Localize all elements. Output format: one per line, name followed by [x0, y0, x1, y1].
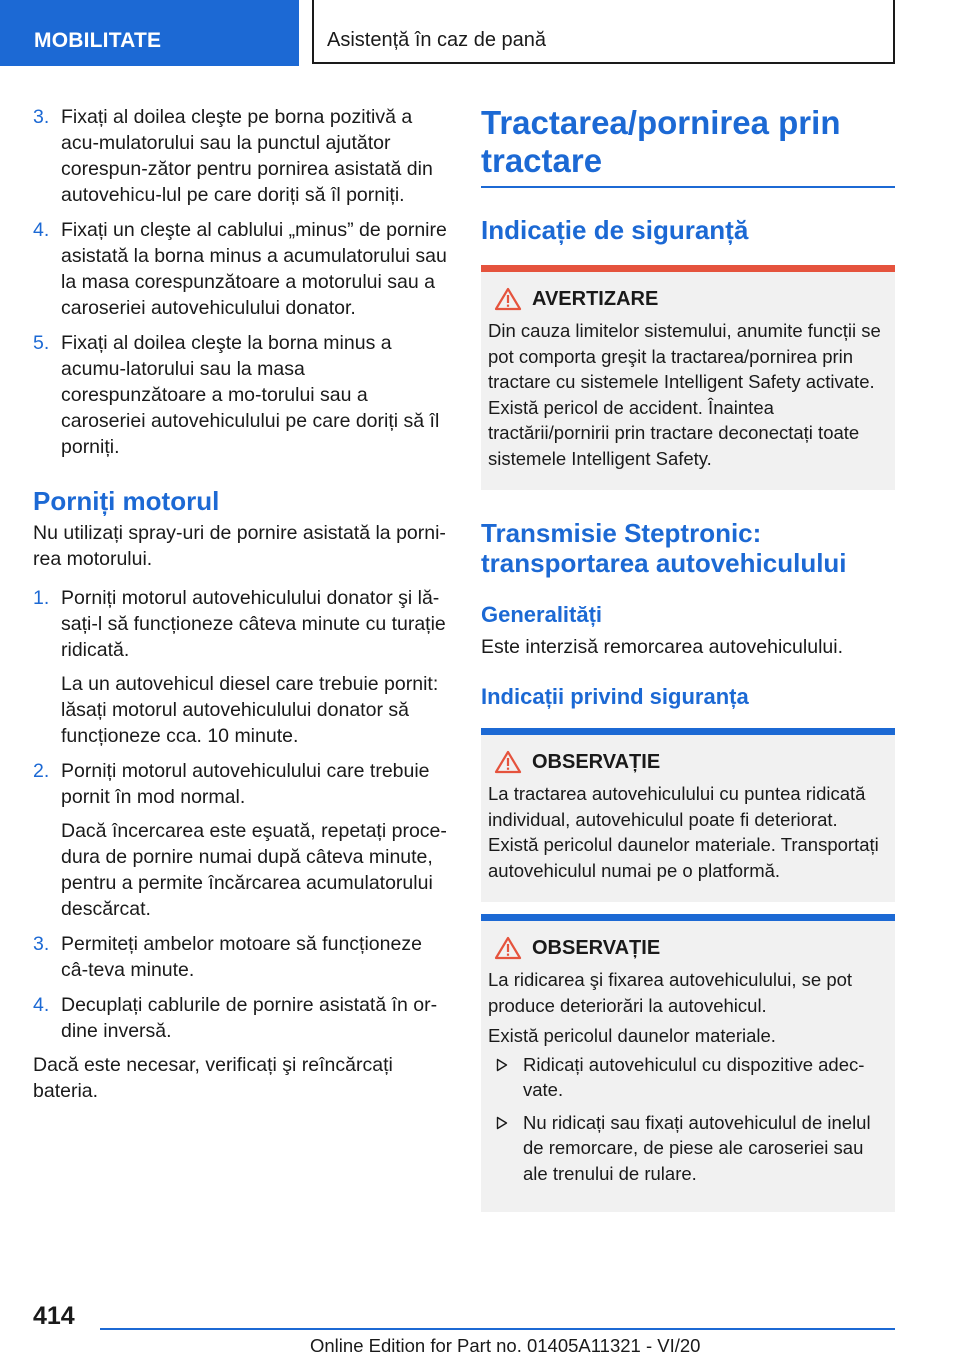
- notice-bar: [481, 728, 895, 735]
- general-text: Este interzisă remorcarea autovehiculului.: [481, 636, 844, 658]
- step-text: Fixați al doilea cleşte la borna minus a acumu-latorului sau la masa corespunzătoare a mo-torului sau a caroseriei autovehiculului pe care doriți să îl porniți.: [61, 332, 440, 458]
- notice-label: OBSERVAȚIE: [532, 750, 661, 773]
- notice-header: [494, 935, 888, 961]
- title-rule: [481, 186, 895, 188]
- notice-text: La tractarea autovehiculului cu puntea ridicată individual, autovehiculul poate fi deteriorat. Există pericolul daunelor materiale. Transportați autovehiculul numai pe o platformă.: [488, 783, 879, 881]
- step-item: [33, 104, 448, 208]
- notice-header: [494, 749, 888, 775]
- step-number: 1.: [33, 587, 50, 609]
- warning-triangle-icon: [494, 750, 522, 774]
- step-text: Dacă încercarea este eşuată, repetați proce-dura de pornire numai după câteva minute, pentru a permite încărcarea acumulatorului descărcat.: [61, 820, 447, 920]
- chapter-title: Asistență în caz de pană: [312, 0, 895, 64]
- step-number: 2.: [33, 760, 50, 782]
- warning-label: AVERTIZARE: [532, 287, 659, 310]
- main-title: Tractarea/pornirea prin tractare: [481, 104, 841, 179]
- step-number: 3.: [33, 106, 50, 128]
- notice-text: Există pericolul daunelor materiale.: [488, 1025, 776, 1046]
- step-item: [33, 330, 448, 460]
- notice-label: OBSERVAȚIE: [532, 936, 661, 959]
- start-engine-intro: Nu utilizați spray-uri de pornire asistată la porni-rea motorului.: [33, 522, 446, 570]
- general-heading: Generalități: [481, 602, 603, 627]
- step-number: 3.: [33, 933, 50, 955]
- step-text: Fixați al doilea cleşte pe borna pozitivă a acu-mulatorului sau la punctul ajutător corespun-zător pentru pornirea asistată din autovehicu-lul pe care doriți să îl porniți.: [61, 106, 433, 206]
- bullet-item: [488, 1110, 888, 1187]
- start-engine-heading: Porniți motorul: [33, 486, 220, 516]
- notice-bar: [481, 914, 895, 921]
- left-column: [33, 104, 448, 1104]
- step-item: [33, 992, 448, 1044]
- step-text: Porniți motorul autovehiculului care trebuie pornit în mod normal.: [61, 760, 430, 808]
- closing-text: Dacă este necesar, verificați şi reîncărcați bateria.: [33, 1054, 393, 1102]
- warning-text: Din cauza limitelor sistemului, anumite funcții se pot comporta greşit la tractarea/pornirea prin tractare cu sistemele Intelligent Safety activate. Există pericol de accident. Înaintea tractării/pornirii prin tractare deconectați toate sistemele Intelligent Safety.: [488, 320, 881, 469]
- step-text: Fixați un cleşte al cablului „minus” de pornire asistată la borna minus a acumulatorului sau la masa corespunzătoare a motorului sau a caroseriei autovehiculului donator.: [61, 219, 447, 319]
- notice-box-2: [481, 914, 895, 1212]
- bullet-text: Ridicați autovehiculul cu dispozitive adec-vate.: [523, 1053, 865, 1100]
- right-column: [481, 104, 895, 1212]
- step-item: [33, 931, 448, 983]
- bullet-text: Nu ridicați sau fixați autovehiculul de inelul de remorcare, de piese ale caroseriei sau ale trenului de rulare.: [523, 1111, 871, 1184]
- warning-triangle-icon: [494, 287, 522, 311]
- warning-box: [481, 265, 895, 490]
- warning-triangle-icon: [494, 936, 522, 960]
- safety-heading: Indicație de siguranță: [481, 215, 749, 245]
- triangle-bullet-icon: [496, 1058, 508, 1072]
- step-text: La un autovehicul diesel care trebuie pornit: lăsați motorul autovehiculului donator să funcționeze cca. 10 minute.: [61, 673, 439, 747]
- bullet-item: [488, 1052, 888, 1103]
- notice-box-1: [481, 728, 895, 902]
- safety2-heading: Indicații privind siguranța: [481, 684, 749, 709]
- step-number: 5.: [33, 332, 50, 354]
- step-item: [33, 217, 448, 321]
- page-number: 414: [33, 1302, 75, 1330]
- triangle-bullet-icon: [496, 1116, 508, 1130]
- step-number: 4.: [33, 994, 50, 1016]
- step-text: Permiteți ambelor motoare să funcționeze câ-teva minute.: [61, 933, 422, 981]
- step-text: Decuplați cablurile de pornire asistată în or-dine inversă.: [61, 994, 438, 1042]
- page-header: [0, 0, 960, 66]
- step-number: 4.: [33, 219, 50, 241]
- warning-header: [494, 286, 888, 312]
- step-text: Porniți motorul autovehiculului donator şi lă-sați-l să funcționeze câteva minute cu turație ridicată.: [61, 587, 446, 661]
- warning-bar: [481, 265, 895, 272]
- step-item: [33, 758, 448, 922]
- steptronic-heading: Transmisie Steptronic: transportarea autovehiculului: [481, 518, 847, 578]
- step-item: [33, 585, 448, 749]
- footer-rule: [100, 1328, 895, 1330]
- section-tab: MOBILITATE: [0, 0, 299, 66]
- notice-text: La ridicarea şi fixarea autovehiculului, se pot produce deteriorări la autovehicul.: [488, 969, 853, 1016]
- connect-steps-list: [33, 104, 448, 460]
- edition-text: Online Edition for Part no. 01405A11321 - VI/20: [310, 1335, 701, 1356]
- start-steps-list: [33, 585, 448, 1044]
- notice-bullet-list: [488, 1052, 888, 1187]
